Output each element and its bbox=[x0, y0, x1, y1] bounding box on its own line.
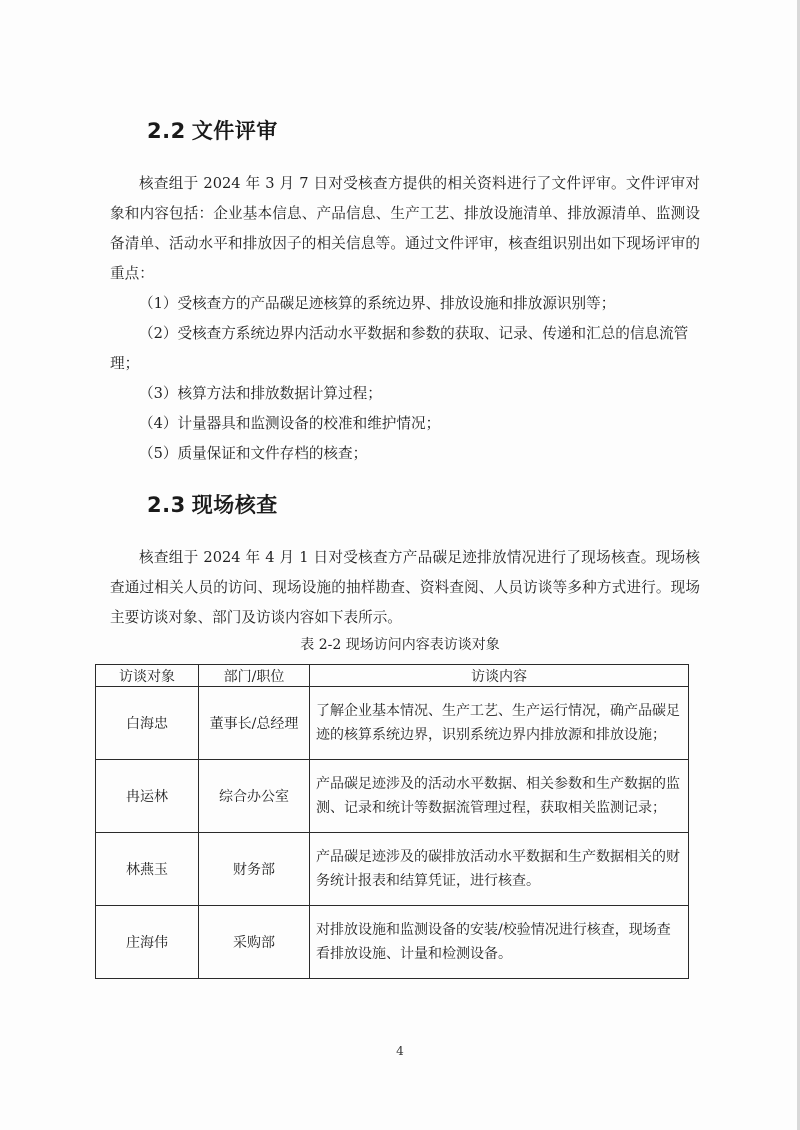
section-title: 文件评审 bbox=[191, 119, 278, 143]
document-review-paragraph: 核查组于 2024 年 3 月 7 日对受核查方提供的相关资料进行了文件评审。文件评审对象和内容包括：企业基本信息、产品信息、生产工艺、排放设施清单、排放源清单、监测设备清单、活动水平和排放因子的相关信息等。通过文件评审，核查组识别出如下现场评审的重点： bbox=[110, 175, 700, 282]
cell-person: 庄海伟 bbox=[96, 906, 199, 979]
table-row bbox=[96, 687, 689, 760]
cell-content: 了解企业基本情况、生产工艺、生产运行情况，确产品碳足迹的核算系统边界，识别系统边界内排放源和排放设施； bbox=[310, 687, 689, 760]
header-person: 访谈对象 bbox=[96, 665, 199, 687]
cell-dept: 财务部 bbox=[199, 833, 310, 906]
cell-dept: 综合办公室 bbox=[199, 760, 310, 833]
cell-content: 对排放设施和监测设备的安装/校验情况进行核查，现场查看排放设施、计量和检测设备。 bbox=[310, 906, 689, 979]
review-item-1: （1）受核查方的产品碳足迹核算的系统边界、排放设施和排放源识别等； bbox=[139, 295, 616, 312]
table-header-row bbox=[96, 665, 689, 687]
cell-dept: 采购部 bbox=[199, 906, 310, 979]
table-row bbox=[96, 833, 689, 906]
interview-table bbox=[95, 664, 689, 979]
section-number: 2.3 bbox=[147, 493, 186, 517]
table-row bbox=[96, 760, 689, 833]
review-item-2: （2）受核查方系统边界内活动水平数据和参数的获取、记录、传递和汇总的信息流管理； bbox=[110, 325, 689, 372]
section-title: 现场核查 bbox=[191, 493, 278, 517]
review-item-4: （4）计量器具和监测设备的校准和维护情况； bbox=[139, 415, 441, 432]
table-row bbox=[96, 906, 689, 979]
header-dept: 部门/职位 bbox=[199, 665, 310, 687]
cell-person: 白海忠 bbox=[96, 687, 199, 760]
section-heading-2-3 bbox=[147, 489, 278, 519]
review-item-5: （5）质量保证和文件存档的核查； bbox=[139, 445, 368, 462]
onsite-verification-paragraph: 核查组于 2024 年 4 月 1 日对受核查方产品碳足迹排放情况进行了现场核查。现场核查通过相关人员的访问、现场设施的抽样勘查、资料查阅、人员访谈等多种方式进行。现场主要访谈对象、部门及访谈内容如下表所示。 bbox=[110, 549, 700, 626]
cell-person: 冉运林 bbox=[96, 760, 199, 833]
section-heading-2-2 bbox=[147, 115, 278, 145]
cell-dept: 董事长/总经理 bbox=[199, 687, 310, 760]
cell-content: 产品碳足迹涉及的碳排放活动水平数据和生产数据相关的财务统计报表和结算凭证，进行核查。 bbox=[310, 833, 689, 906]
section-number: 2.2 bbox=[147, 119, 186, 143]
page-number: 4 bbox=[396, 1044, 404, 1058]
cell-content: 产品碳足迹涉及的活动水平数据、相关参数和生产数据的监测、记录和统计等数据流管理过程，获取相关监测记录； bbox=[310, 760, 689, 833]
review-item-3: （3）核算方法和排放数据计算过程； bbox=[139, 385, 382, 402]
table-caption: 表 2-2 现场访问内容表访谈对象 bbox=[300, 637, 500, 653]
header-content: 访谈内容 bbox=[310, 665, 689, 687]
cell-person: 林燕玉 bbox=[96, 833, 199, 906]
